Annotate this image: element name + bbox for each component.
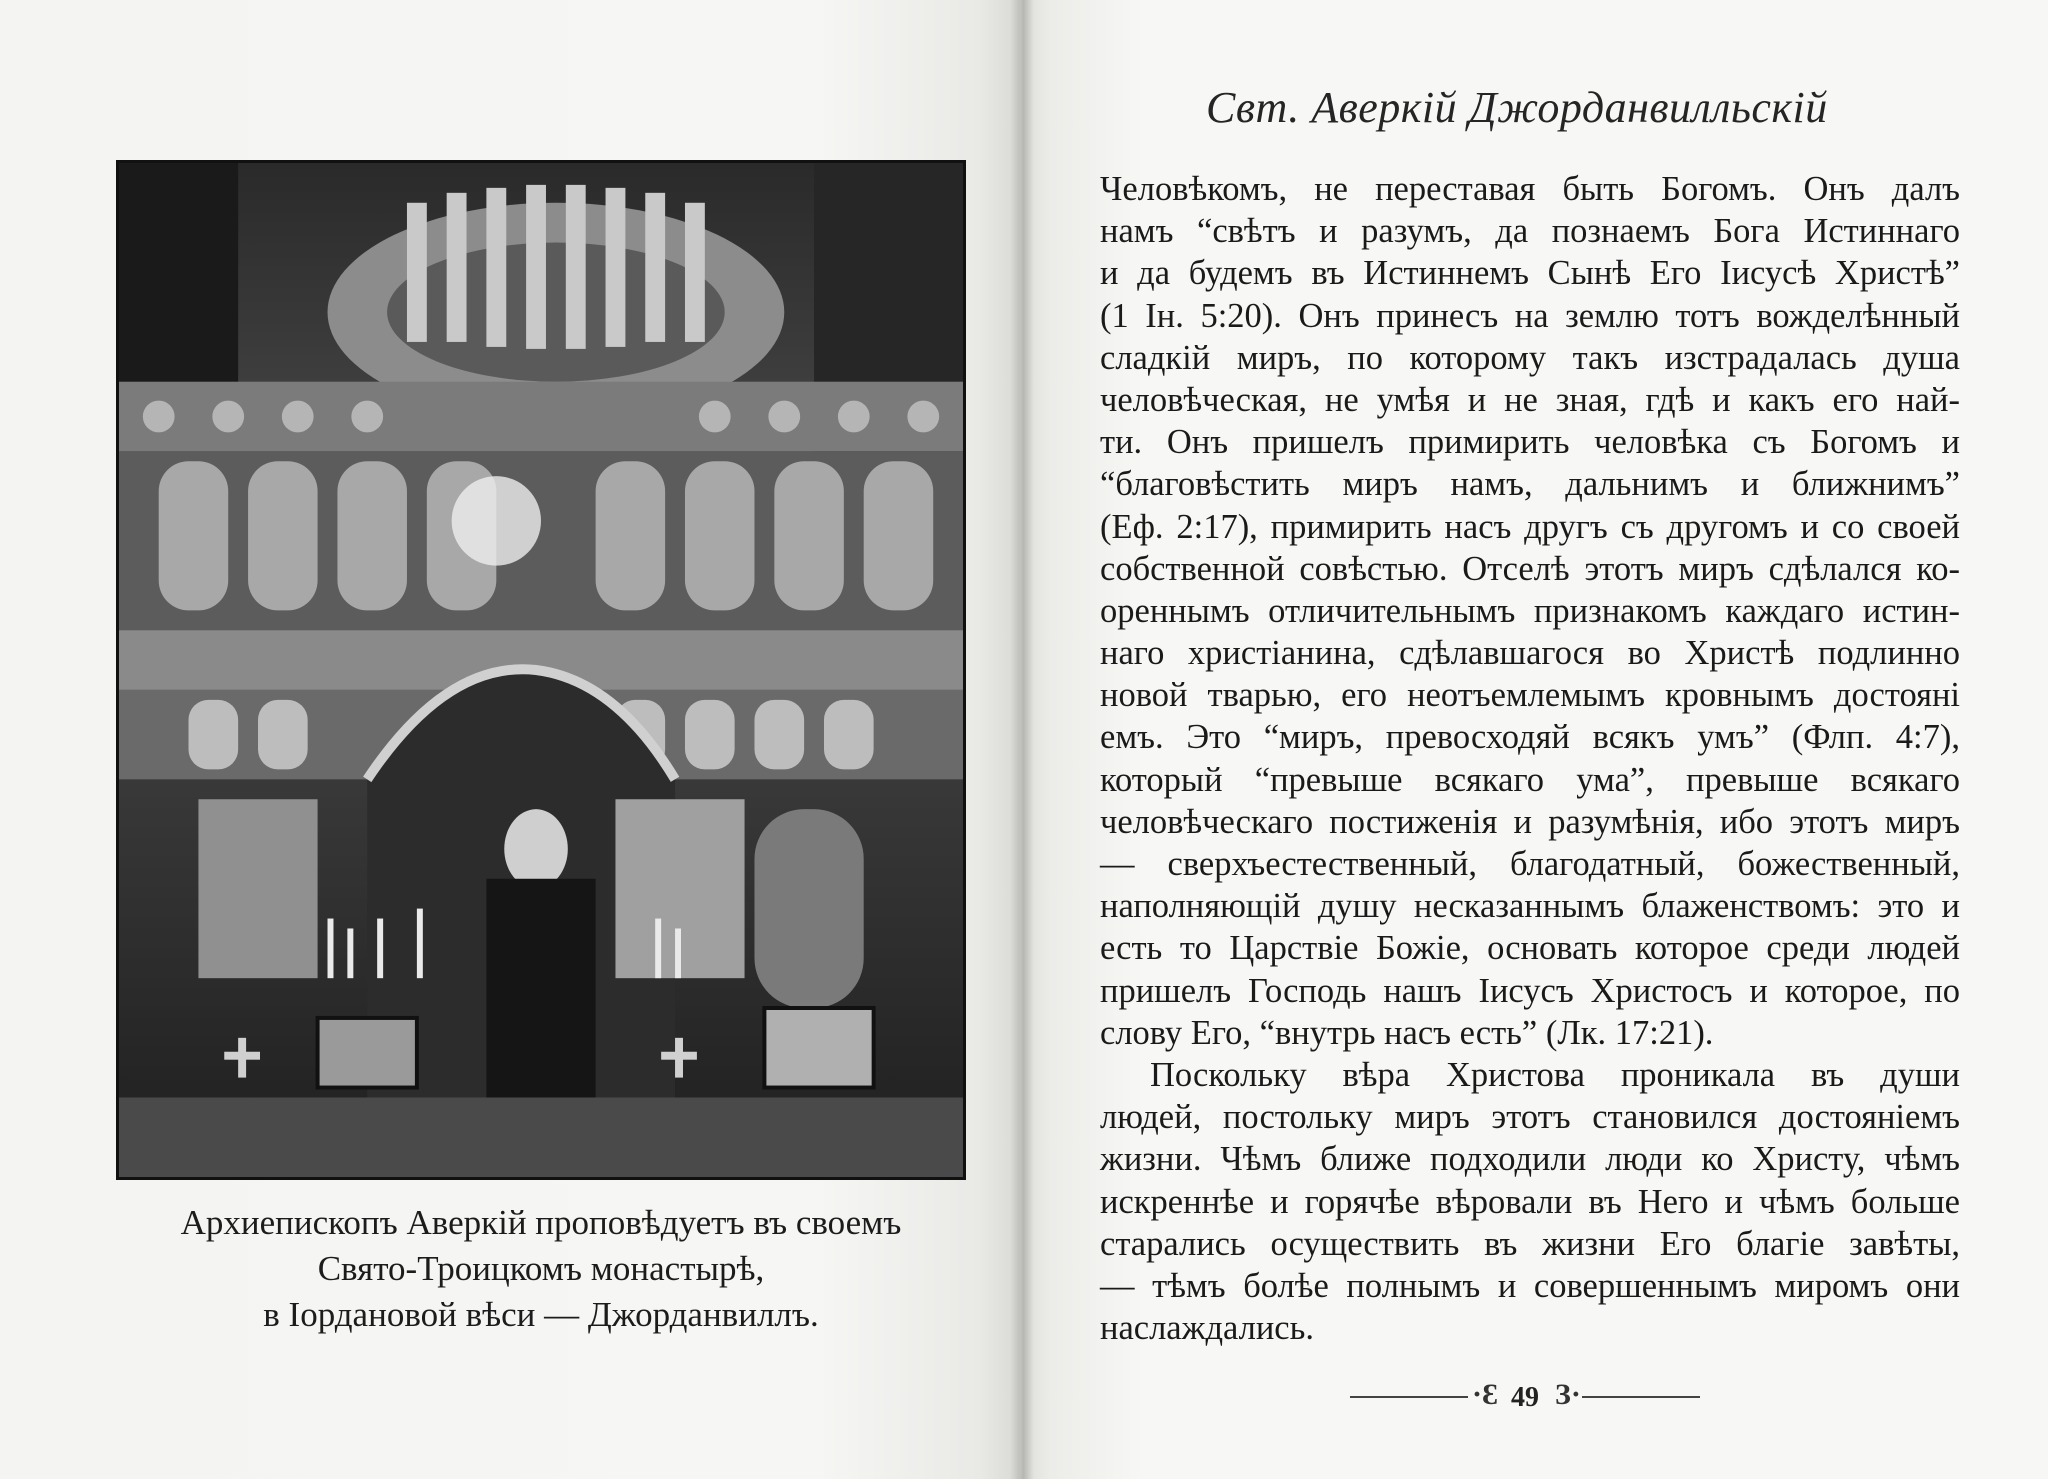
text-line: слову Его, “внутрь насъ есть” (Лк. 17:21). [1100,1013,1714,1052]
text-line: “благовѣстить миръ намъ, дальнимъ и ближнимъ” [1100,465,1960,504]
caption-line: Архиепископъ Аверкій проповѣдуетъ въ своемъ [180,1203,902,1242]
photo-caption [116,1200,966,1338]
text-line: пришелъ Господь нашъ Іисусъ Христосъ и которое, по [1100,971,1960,1010]
text-line: есть то Царствіе Божіе, основать которое среди людей [1100,929,1960,968]
text-line: ореннымъ отличительнымъ признакомъ каждаго истин- [1100,591,1960,630]
ornament-left-icon: ·Ɛ [1472,1378,1498,1411]
text-line: людей, постольку миръ этотъ становился достояніемъ [1100,1098,1960,1137]
text-line: старались осуществить въ жизни Его благіе завѣты, [1100,1224,1960,1263]
book-gutter [1010,0,1034,1479]
text-line: (1 Ін. 5:20). Онъ принесъ на землю тотъ вожделѣнный [1100,296,1960,335]
text-line: новой тварью, его неотъемлемымъ кровнымъ достояні [1100,676,1960,715]
caption-line: в Іордановой вѣси — Джорданвиллъ. [263,1295,819,1334]
left-page [0,0,1020,1479]
text-line: (Еф. 2:17), примирить насъ другъ съ другомъ и со своей [1100,507,1960,546]
photo-icon [119,163,963,1177]
page-number: 49 [1511,1382,1539,1413]
text-line: наго христіанина, сдѣлавшагося во Христѣ подлинно [1100,634,1960,673]
text-line: — сверхъестественный, благодатный, божественный, [1100,845,1960,883]
page-number-ornament [1350,1376,1700,1416]
text-line: намъ “свѣтъ и разумъ, да познаемъ Бога Истиннаго [1100,212,1960,251]
text-line: человѣческаго постиженія и разумѣнія, ибо этотъ миръ [1100,802,1960,841]
text-line: собственной совѣстью. Отселѣ этотъ миръ сдѣлался ко- [1100,549,1960,588]
folio-rule-right [1582,1396,1700,1398]
ornament-right-icon: З· [1555,1378,1581,1411]
text-line: человѣческая, не умѣя и не зная, гдѣ и какъ его най- [1100,380,1960,419]
text-line: и да будемъ въ Истиннемъ Сынѣ Его Іисусѣ Христѣ” [1100,254,1960,293]
text-line: ти. Онъ пришелъ примирить человѣка съ Богомъ и [1100,423,1960,462]
body-text [1100,168,1960,1349]
iconostasis-photo [116,160,966,1180]
text-line: Человѣкомъ, не переставая быть Богомъ. Онъ далъ [1100,170,1960,208]
caption-line: Свято-Троицкомъ монастырѣ, [317,1249,765,1288]
text-line: который “превыше всякаго ума”, превыше всякаго [1100,760,1960,799]
text-line: наслаждались. [1100,1309,1314,1348]
running-head: Свт. Аверкій Джорданвилльскій [1206,83,1828,132]
text-line: — тѣмъ болѣе полнымъ и совершеннымъ миромъ они [1100,1266,1960,1305]
text-line: Поскольку вѣра Христова проникала въ души [1150,1055,1960,1094]
folio-rule-left [1350,1396,1468,1398]
text-line: сладкій миръ, по которому такъ изстрадалась душа [1100,338,1960,377]
text-line: искреннѣе и горячѣе вѣровали въ Него и чѣмъ больше [1100,1182,1960,1221]
text-line: емъ. Это “миръ, превосходяй всякъ умъ” (Флп. 4:7), [1100,718,1960,757]
text-line: наполняющій душу несказаннымъ блаженствомъ: это и [1100,887,1960,926]
text-line: жизни. Чѣмъ ближе подходили люди ко Христу, чѣмъ [1100,1140,1960,1179]
